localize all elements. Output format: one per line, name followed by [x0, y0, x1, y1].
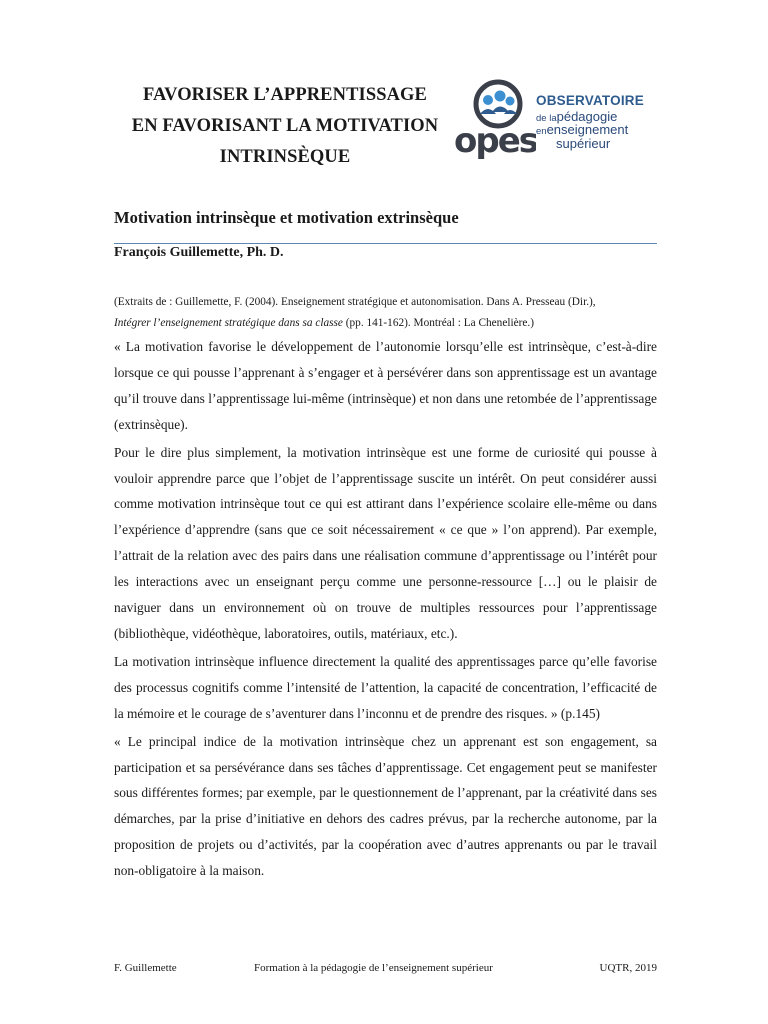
- author-line: François Guillemette, Ph. D.: [114, 245, 284, 260]
- citation-prefix: (Extraits de : Guillemette, F. (2004). Enseignement stratégique et autonomisation. Dans A. Presseau (Dir.),: [114, 296, 596, 308]
- footer-course: Formation à la pédagogie de l’enseignement supérieur: [254, 962, 493, 974]
- section-title: Motivation intrinsèque et motivation extrinsèque: [114, 208, 459, 227]
- svg-text:opes: opes: [454, 121, 536, 161]
- logo-wordmark: [536, 94, 644, 150]
- page-footer: [114, 962, 657, 978]
- logo-word-pedagogie: pédagogie: [556, 108, 618, 124]
- logo-small-de-la: de la: [536, 112, 557, 124]
- logo-line-observatoire: OBSERVATOIRE: [536, 93, 644, 108]
- paragraph: La motivation intrinsèque influence directement la qualité des apprentissages parce qu’elle favorise des processus cognitifs comme l’intensité de l’attention, la capacité de concentration, l’efficacité de la mémoire et le courage de s’aventurer dans l’inconnu et de prendre des risques. » (p.145): [114, 653, 657, 721]
- citation-book-title: Intégrer l’enseignement stratégique dans sa classe: [114, 317, 343, 329]
- footer-author: F. Guillemette: [114, 962, 177, 974]
- title-line-1: FAVORISER L’APPRENTISSAGE: [143, 85, 427, 105]
- opes-mark-icon: [452, 74, 536, 164]
- logo-line-enseignement: [536, 123, 644, 137]
- body-text: [114, 334, 657, 886]
- document-title: [100, 80, 470, 173]
- title-line-2: EN FAVORISANT LA MOTIVATION: [131, 116, 439, 136]
- footer-institution: UQTR, 2019: [599, 962, 657, 974]
- citation: [114, 292, 659, 334]
- citation-suffix: (pp. 141-162). Montréal : La Chenelière.): [342, 317, 534, 329]
- paragraph: Pour le dire plus simplement, la motivation intrinsèque est une forme de curiosité qui pousse à vouloir apprendre parce que l’objet de l’apprentissage suscite un intérêt. On peut considérer aussi comme motivation intrinsèque tout ce qui est attirant dans l’expérience scolaire elle-même ou dans l’expérience d’apprendre (sans que ce soit nécessairement « ce que » l’on apprend). Par exemple, l’attrait de la relation avec des pairs dans une réalisation commune d’apprentissage ou l’intérêt pour les interactions avec un enseignant perçu comme une personne-ressource […] ou le plaisir de naviguer dans un environnement où on trouve de multiples ressources pour l’apprentissage (bibliothèque, vidéothèque, laboratoires, outils, matériaux, etc.).: [114, 444, 657, 641]
- paragraph: « Le principal indice de la motivation intrinsèque chez un apprenant est son engagement, sa participation et sa persévérance dans ses tâches d’apprentissage. Cet engagement peut se manifester sous différentes formes; par exemple, par le questionnement de l’apprenant, par la créativité dans ses démarches, par la prise d’initiative en dehors des cadres prévus, par la recherche autonome, par la proposition de projets ou d’activités, par la coopération avec d’autres apprenants ou par le travail non-obligatoire à la maison.: [114, 733, 657, 879]
- logo-line-pedagogie: [536, 110, 644, 124]
- logo-word-enseignement: enseignement: [546, 122, 629, 137]
- opes-logo: [452, 74, 672, 164]
- title-line-3: INTRINSÈQUE: [219, 147, 351, 167]
- logo-line-superieur: supérieur: [556, 135, 611, 151]
- logo-small-en: en: [536, 126, 547, 137]
- paragraph: « La motivation favorise le développement de l’autonomie lorsqu’elle est intrinsèque, c’est-à-dire lorsque ce qui pousse l’apprenant à s’engager et à persévérer dans son apprentissage est un avantage qu’il trouve dans l’apprentissage lui-même (intrinsèque) et non dans une retombée de l’apprentissage (extrinsèque).: [114, 339, 657, 432]
- section-divider: [114, 243, 657, 244]
